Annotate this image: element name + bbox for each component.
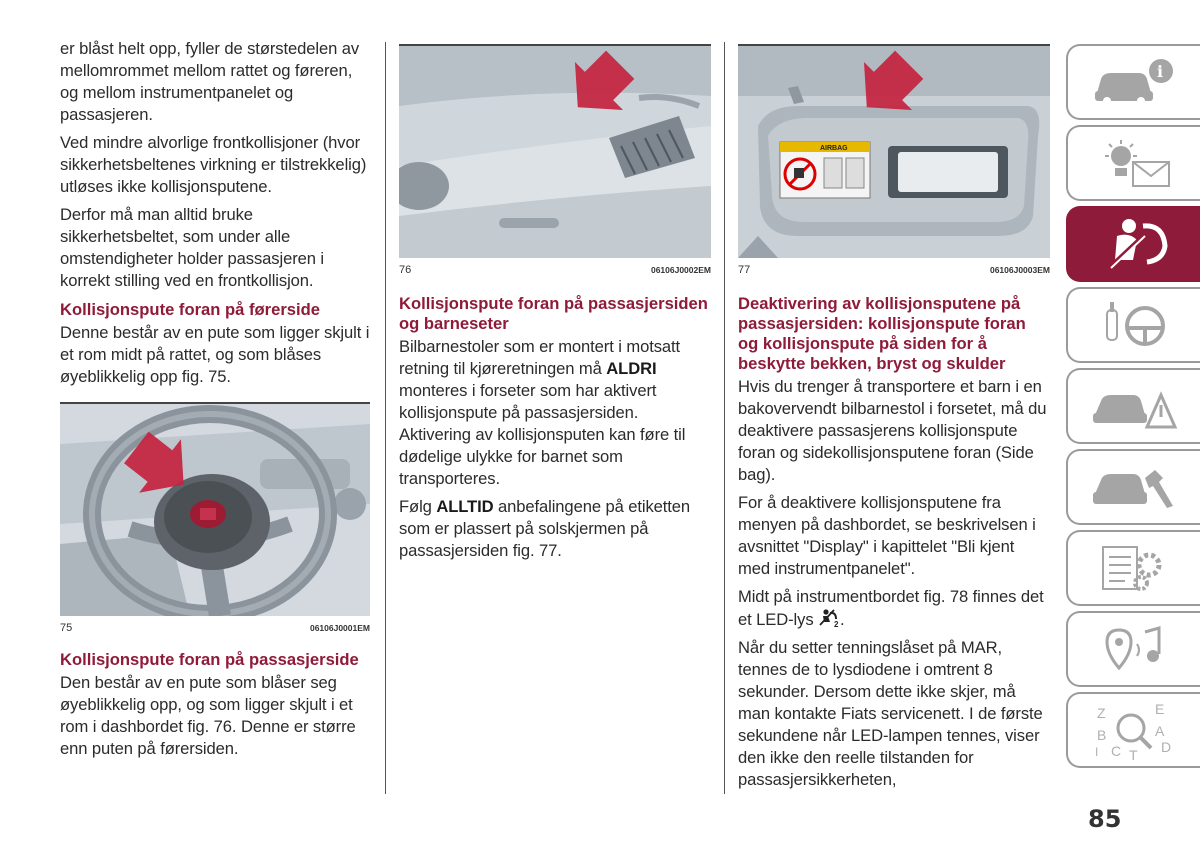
text-run: Følg	[399, 497, 437, 516]
steering-wheel-illustration	[60, 404, 370, 616]
section-heading: Kollisjonspute foran på førerside	[60, 300, 321, 319]
tab-car-info[interactable]	[1066, 44, 1200, 120]
seat-safety-icon	[1089, 216, 1179, 272]
index-letter: Z	[1097, 705, 1106, 721]
lights-message-icon	[1089, 138, 1179, 188]
column-2	[399, 44, 711, 568]
paragraph: Den består av en pute som blåser seg øyeblikkelig opp, og som ligger skjult i et rom i dashbordet fig. 76. Denne er større enn puten på førersiden.	[60, 673, 356, 758]
figure-caption	[399, 264, 711, 276]
text-run: anbefalingene på etiketten som er plassert på solskjermen på passasjersiden fig. 77.	[399, 497, 691, 560]
figure-77-sun-visor-label	[738, 44, 1050, 258]
sun-visor-illustration	[738, 46, 1050, 258]
figure-number: 75	[60, 622, 73, 634]
tab-multimedia[interactable]	[1066, 611, 1200, 687]
page-number: 85	[1088, 805, 1122, 833]
column-divider	[385, 42, 386, 794]
specs-gear-icon	[1089, 543, 1179, 593]
figure-code: 06106J0001EM	[309, 623, 370, 633]
tab-index[interactable]	[1066, 692, 1200, 768]
tab-starting-driving[interactable]	[1066, 287, 1200, 363]
text-run: Midt på instrumentbordet fig. 78 finnes det et LED-lys	[738, 587, 1044, 629]
chapter-tabs	[1066, 44, 1200, 773]
tab-emergency[interactable]	[1066, 368, 1200, 444]
tab-technical-data[interactable]	[1066, 530, 1200, 606]
column-divider	[724, 42, 725, 794]
figure-75-steering-wheel-airbag	[60, 402, 370, 616]
car-info-icon	[1089, 57, 1179, 107]
breakdown-warning-icon	[1089, 381, 1179, 431]
emphasis: ALLTID	[436, 497, 494, 516]
figure-number: 76	[399, 264, 412, 276]
paragraph	[738, 586, 1050, 631]
tab-safety[interactable]	[1066, 206, 1200, 282]
figure-number: 77	[738, 264, 751, 276]
svg-text:i: i	[1157, 62, 1164, 81]
figure-code: 06106J0002EM	[650, 265, 711, 275]
column-3	[738, 44, 1050, 797]
column-1	[60, 38, 370, 766]
paragraph: Hvis du trenger å transportere et barn i en bakovervendt bilbarnestol i forsetet, må du deaktivere passasjerens kollisjonspute foran og sidekollisjonsputene foran (Side bag).	[738, 377, 1047, 484]
index-letter: B	[1097, 727, 1107, 743]
tab-lights-messages[interactable]	[1066, 125, 1200, 201]
emphasis: ALDRI	[606, 359, 657, 378]
index-letter: A	[1155, 723, 1165, 739]
paragraph: er blåst helt opp, fyller de størstedelen av mellomrommet mellom rattet og føreren, og mellom instrumentpanelet og passasjeren.	[60, 39, 360, 124]
figure-code: 06106J0003EM	[989, 265, 1050, 275]
section-heading: Deaktivering av kollisjonsputene på passasjersiden: kollisjonspute foran og kollisjonspute på siden for å beskytte bekken, bryst og skulder	[738, 294, 1026, 373]
dashboard-illustration	[399, 46, 711, 258]
key-steering-icon	[1089, 300, 1179, 350]
paragraph	[399, 496, 711, 562]
airbag-off-led-icon	[818, 608, 840, 628]
index-letter: I	[1095, 745, 1099, 759]
index-search-icon	[1089, 700, 1179, 760]
svg-text:2: 2	[834, 620, 839, 628]
figure-caption	[60, 622, 370, 634]
text-run: Bilbarnestoler som er montert i motsatt retning til kjøreretningen må	[399, 337, 681, 378]
paragraph: Når du setter tenningslåset på MAR, tennes de to lysdiodene i omtrent 8 sekunder. Dersom dette ikke skjer, må man kontakte Fiats servicenett. I de første sekundene når LED-lampen tennes, viser den ikke den reelle tilstanden for passasjersikkerheten,	[738, 638, 1043, 789]
tab-maintenance[interactable]	[1066, 449, 1200, 525]
index-letter: E	[1155, 701, 1165, 717]
paragraph: Ved mindre alvorlige frontkollisjoner (hvor sikkerhetsbeltenes virkning er tilstrekkelig) utløses ikke kollisjonsputene.	[60, 133, 367, 196]
figure-76-dashboard-airbag	[399, 44, 711, 258]
index-letter: T	[1129, 747, 1138, 760]
paragraph	[399, 336, 711, 490]
index-letter: C	[1111, 743, 1122, 759]
figure-caption	[738, 264, 1050, 276]
paragraph: For å deaktivere kollisjonsputene fra menyen på dashbordet, se beskrivelsen i avsnittet "Display" i kapittelet "Bli kjent med instrumentpanelet".	[738, 493, 1036, 578]
text-run: .	[840, 610, 845, 629]
paragraph: Derfor må man alltid bruke sikkerhetsbeltet, som under alle omstendigheter holder passasjeren i korrekt stilling ved en frontkollisjon.	[60, 205, 325, 290]
section-heading: Kollisjonspute foran på passasjerside	[60, 650, 359, 669]
multimedia-icon	[1089, 624, 1179, 674]
car-service-icon	[1089, 462, 1179, 512]
paragraph: Denne består av en pute som ligger skjult i et rom midt på rattet, og som blåses øyeblikkelig opp fig. 75.	[60, 323, 370, 386]
index-letter: D	[1161, 739, 1172, 755]
text-run: monteres i forseter som har aktivert kollisjonspute på passasjersiden. Aktivering av kollisjonsputen kan føre til dødelige ulykke for barnet som transporteres.	[399, 381, 686, 488]
section-heading: Kollisjonspute foran på passasjersiden og barneseter	[399, 294, 708, 333]
airbag-label-text: AIRBAG	[820, 145, 848, 152]
